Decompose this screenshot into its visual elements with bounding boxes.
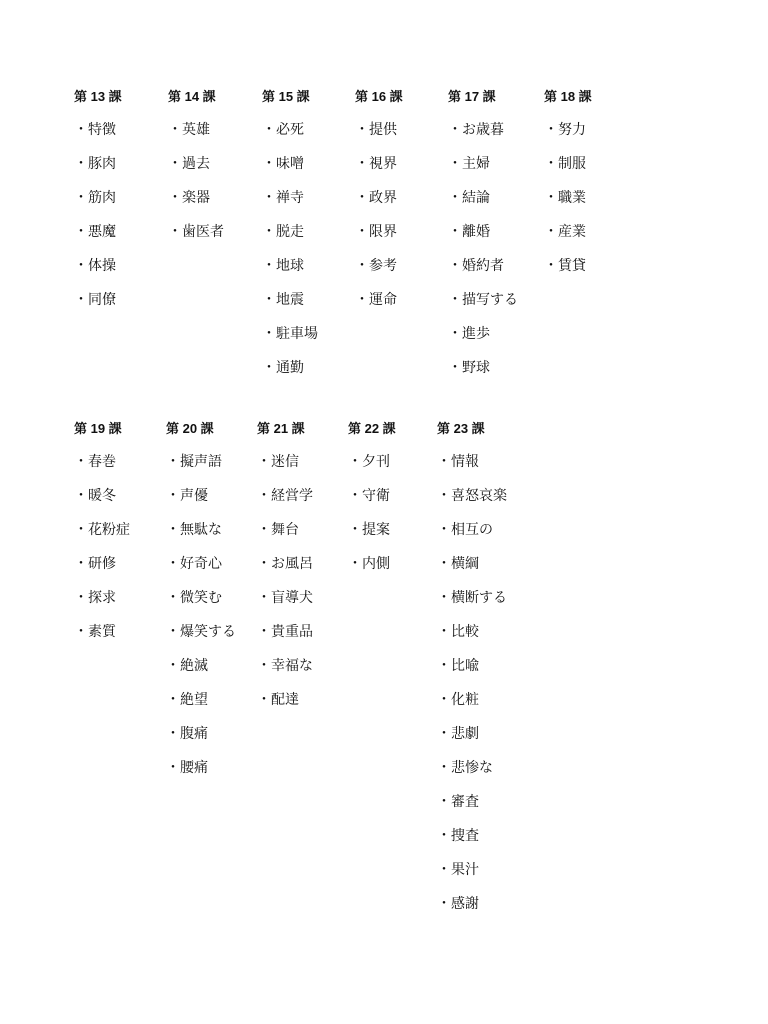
vocab-item: ・盲導犬 xyxy=(257,590,313,606)
vocab-item: ・爆笑する xyxy=(166,624,236,640)
vocab-item: ・体操 xyxy=(74,258,116,274)
lesson-title: 第 17 課 xyxy=(448,89,496,104)
vocab-item: ・お歳暮 xyxy=(448,122,504,138)
vocab-item: ・提供 xyxy=(355,122,397,138)
lesson-19 xyxy=(74,419,174,656)
vocab-item: ・駐車場 xyxy=(262,326,318,342)
vocab-list xyxy=(448,120,548,392)
vocab-list xyxy=(348,452,448,588)
vocab-item: ・内側 xyxy=(348,556,390,572)
vocab-item: ・悲劇 xyxy=(437,726,479,742)
lesson-21 xyxy=(257,419,357,724)
vocab-item: ・英雄 xyxy=(168,122,210,138)
vocab-item: ・通勤 xyxy=(262,360,304,376)
vocab-item: ・結論 xyxy=(448,190,490,206)
vocab-item: ・地震 xyxy=(262,292,304,308)
vocab-item: ・禅寺 xyxy=(262,190,304,206)
vocab-item: ・相互の xyxy=(437,522,493,538)
vocab-list xyxy=(544,120,644,290)
vocab-item: ・花粉症 xyxy=(74,522,130,538)
vocab-item: ・腹痛 xyxy=(166,726,208,742)
vocab-item: ・夕刊 xyxy=(348,454,390,470)
vocab-item: ・主婦 xyxy=(448,156,490,172)
vocab-item: ・悲惨な xyxy=(437,760,493,776)
vocab-item: ・迷信 xyxy=(257,454,299,470)
vocab-item: ・舞台 xyxy=(257,522,299,538)
vocab-item: ・楽器 xyxy=(168,190,210,206)
lesson-16 xyxy=(355,87,455,324)
vocab-item: ・無駄な xyxy=(166,522,222,538)
vocab-item: ・幸福な xyxy=(257,658,313,674)
vocab-item: ・声優 xyxy=(166,488,208,504)
vocab-item: ・微笑む xyxy=(166,590,222,606)
vocab-item: ・情報 xyxy=(437,454,479,470)
lesson-title: 第 18 課 xyxy=(544,89,592,104)
vocab-item: ・婚約者 xyxy=(448,258,504,274)
vocab-item: ・同僚 xyxy=(74,292,116,308)
vocab-item: ・素質 xyxy=(74,624,116,640)
vocab-item: ・職業 xyxy=(544,190,586,206)
vocab-item: ・筋肉 xyxy=(74,190,116,206)
vocab-item: ・経営学 xyxy=(257,488,313,504)
vocab-item: ・過去 xyxy=(168,156,210,172)
vocab-list xyxy=(355,120,455,324)
lesson-title: 第 20 課 xyxy=(166,421,214,436)
lesson-17 xyxy=(448,87,548,392)
vocab-item: ・豚肉 xyxy=(74,156,116,172)
vocab-item: ・暖冬 xyxy=(74,488,116,504)
lesson-title: 第 21 課 xyxy=(257,421,305,436)
vocab-list xyxy=(262,120,362,392)
vocab-item: ・春巻 xyxy=(74,454,116,470)
vocab-item: ・産業 xyxy=(544,224,586,240)
lesson-22 xyxy=(348,419,448,588)
vocab-item: ・好奇心 xyxy=(166,556,222,572)
vocab-item: ・比較 xyxy=(437,624,479,640)
vocab-item: ・擬声語 xyxy=(166,454,222,470)
vocab-item: ・提案 xyxy=(348,522,390,538)
lesson-title: 第 14 課 xyxy=(168,89,216,104)
vocab-list xyxy=(168,120,268,256)
vocab-item: ・貴重品 xyxy=(257,624,313,640)
vocab-item: ・審査 xyxy=(437,794,479,810)
vocab-item: ・捜査 xyxy=(437,828,479,844)
lesson-title: 第 23 課 xyxy=(437,421,485,436)
vocab-item: ・研修 xyxy=(74,556,116,572)
vocab-item: ・腰痛 xyxy=(166,760,208,776)
vocab-item: ・喜怒哀楽 xyxy=(437,488,507,504)
vocab-list xyxy=(257,452,357,724)
vocab-item: ・味噌 xyxy=(262,156,304,172)
lesson-23 xyxy=(437,419,537,928)
vocab-item: ・絶望 xyxy=(166,692,208,708)
vocab-item: ・脱走 xyxy=(262,224,304,240)
vocab-item: ・制服 xyxy=(544,156,586,172)
vocab-item: ・比喩 xyxy=(437,658,479,674)
lesson-20 xyxy=(166,419,266,792)
vocab-item: ・お風呂 xyxy=(257,556,313,572)
vocab-item: ・参考 xyxy=(355,258,397,274)
vocab-item: ・必死 xyxy=(262,122,304,138)
lesson-15 xyxy=(262,87,362,392)
vocab-item: ・進歩 xyxy=(448,326,490,342)
vocab-list xyxy=(74,452,174,656)
vocab-item: ・地球 xyxy=(262,258,304,274)
vocab-list xyxy=(437,452,537,928)
vocab-item: ・視界 xyxy=(355,156,397,172)
vocab-item: ・守衛 xyxy=(348,488,390,504)
vocab-item: ・探求 xyxy=(74,590,116,606)
vocab-item: ・努力 xyxy=(544,122,586,138)
vocab-item: ・歯医者 xyxy=(168,224,224,240)
vocab-list xyxy=(166,452,266,792)
lesson-14 xyxy=(168,87,268,256)
vocab-item: ・果汁 xyxy=(437,862,479,878)
vocab-item: ・離婚 xyxy=(448,224,490,240)
vocab-item: ・絶滅 xyxy=(166,658,208,674)
vocab-item: ・限界 xyxy=(355,224,397,240)
lesson-13 xyxy=(74,87,174,324)
vocab-list xyxy=(74,120,174,324)
vocab-item: ・横綱 xyxy=(437,556,479,572)
vocab-item: ・描写する xyxy=(448,292,518,308)
lesson-title: 第 16 課 xyxy=(355,89,403,104)
vocab-item: ・感謝 xyxy=(437,896,479,912)
vocab-item: ・野球 xyxy=(448,360,490,376)
vocab-item: ・賃貸 xyxy=(544,258,586,274)
vocab-item: ・化粧 xyxy=(437,692,479,708)
vocab-item: ・横断する xyxy=(437,590,507,606)
vocab-item: ・悪魔 xyxy=(74,224,116,240)
lesson-title: 第 15 課 xyxy=(262,89,310,104)
vocab-item: ・政界 xyxy=(355,190,397,206)
vocab-item: ・運命 xyxy=(355,292,397,308)
vocab-item: ・配達 xyxy=(257,692,299,708)
lesson-title: 第 19 課 xyxy=(74,421,122,436)
lesson-18 xyxy=(544,87,644,290)
lesson-title: 第 22 課 xyxy=(348,421,396,436)
vocab-item: ・特徴 xyxy=(74,122,116,138)
lesson-title: 第 13 課 xyxy=(74,89,122,104)
